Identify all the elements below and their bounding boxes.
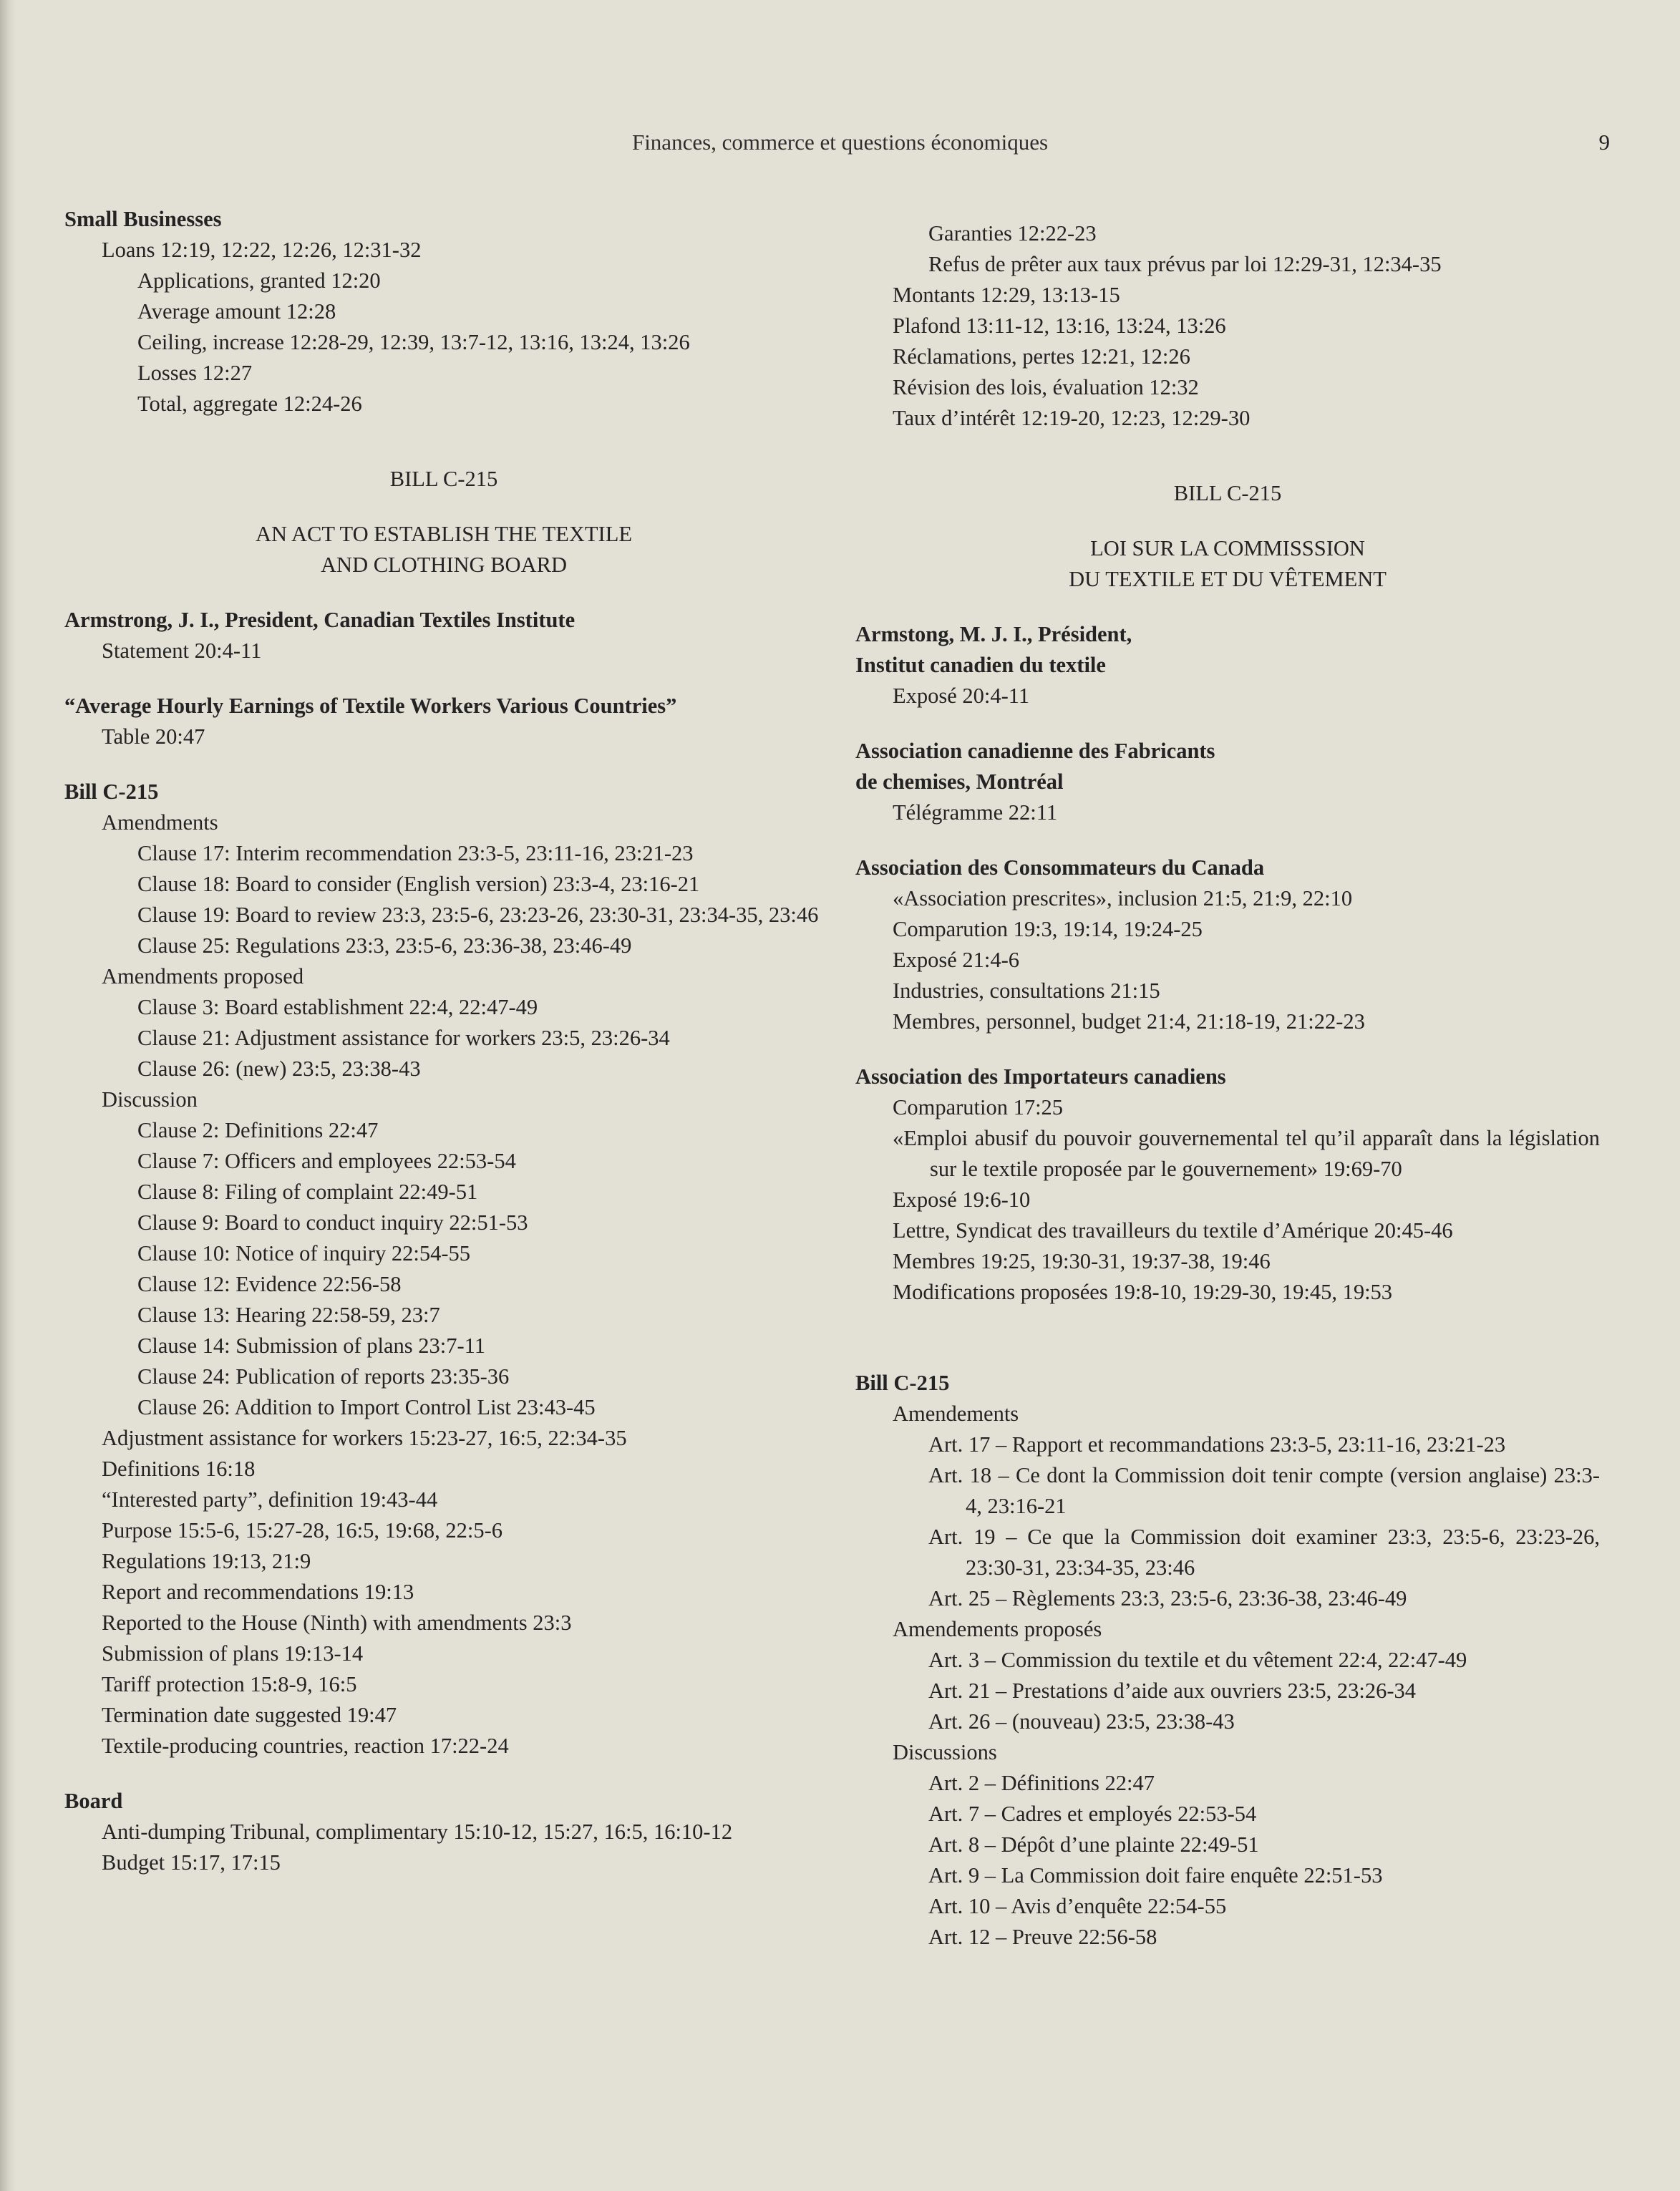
index-subsubentry: Clause 10: Notice of inquiry 22:54-55 — [137, 1241, 471, 1265]
index-subentry: Loans 12:19, 12:22, 12:26, 12:31-32 — [102, 238, 422, 262]
spacer — [64, 752, 823, 777]
index-subentry: Adjustment assistance for workers 15:23-27, 16:5, 22:34-35 — [102, 1426, 627, 1450]
index-subsubentry: Ceiling, increase 12:28-29, 12:39, 13:7-12, 13:16, 13:24, 13:26 — [137, 330, 690, 354]
index-subsubentry: Clause 26: (new) 23:5, 23:38-43 — [137, 1056, 421, 1081]
index-subentry: Membres, personnel, budget 21:4, 21:18-19, 21:22-23 — [893, 1009, 1365, 1034]
spacer — [64, 419, 823, 464]
index-subentry: Budget 15:17, 17:15 — [102, 1850, 281, 1875]
spacer — [64, 666, 823, 691]
index-subsubentry: Applications, granted 12:20 — [137, 268, 381, 293]
spacer — [855, 509, 1600, 533]
index-subentry: Réclamations, pertes 12:21, 12:26 — [893, 344, 1190, 369]
index-subentry: Industries, consultations 21:15 — [893, 978, 1160, 1003]
index-subsubentry: Art. 10 – Avis d’enquête 22:54-55 — [928, 1894, 1227, 1918]
index-subsubentry: Clause 17: Interim recommendation 23:3-5, 23:11-16, 23:21-23 — [137, 841, 694, 865]
spacer — [64, 1762, 823, 1786]
index-subsubentry: Refus de prêter aux taux prévus par loi 12:29-31, 12:34-35 — [928, 252, 1442, 276]
spacer — [64, 580, 823, 605]
index-subentry: Anti-dumping Tribunal, complimentary 15:10-12, 15:27, 16:5, 16:10-12 — [102, 1820, 733, 1844]
index-subsubentry: Clause 21: Adjustment assistance for workers 23:5, 23:26-34 — [137, 1026, 670, 1050]
spacer — [855, 1308, 1600, 1352]
index-subentry: Statement 20:4-11 — [102, 638, 262, 663]
spacer — [855, 711, 1600, 736]
index-heading: Association des Consommateurs du Canada — [855, 855, 1265, 880]
index-subsubentry: Clause 13: Hearing 22:58-59, 23:7 — [137, 1303, 440, 1327]
index-subsubentry: Art. 3 – Commission du textile et du vêtement 22:4, 22:47-49 — [928, 1648, 1467, 1672]
spacer — [855, 1037, 1600, 1062]
index-subsubentry: Clause 7: Officers and employees 22:53-54 — [137, 1149, 516, 1173]
index-subsubentry: Art. 9 – La Commission doit faire enquête 22:51-53 — [928, 1863, 1383, 1888]
spacer — [855, 434, 1600, 478]
index-subsubentry: Art. 12 – Preuve 22:56-58 — [928, 1925, 1157, 1949]
index-subsubentry: Art. 19 – Ce que la Commission doit examiner 23:3, 23:5-6, 23:23-26, 23:30-31, 23:34-35, 23:46 — [928, 1525, 1600, 1580]
index-subentry: Discussions — [893, 1740, 997, 1764]
index-heading: Bill C-215 — [64, 779, 159, 804]
index-column-french — [855, 218, 1600, 1953]
index-subsubentry: Clause 9: Board to conduct inquiry 22:51-53 — [137, 1210, 528, 1235]
index-subsubentry: Clause 3: Board establishment 22:4, 22:47-49 — [137, 995, 538, 1019]
index-subsubentry: Clause 19: Board to review 23:3, 23:5-6, 23:23-26, 23:30-31, 23:34-35, 23:46 — [137, 903, 819, 927]
index-heading: Institut canadien du textile — [855, 653, 1106, 677]
index-subentry: Révision des lois, évaluation 12:32 — [893, 375, 1199, 399]
index-subsubentry: Clause 25: Regulations 23:3, 23:5-6, 23:36-38, 23:46-49 — [137, 933, 632, 958]
index-heading: Armstrong, J. I., President, Canadian Textiles Institute — [64, 608, 576, 632]
spacer — [64, 495, 823, 519]
index-subentry: Tariff protection 15:8-9, 16:5 — [102, 1672, 357, 1696]
index-subentry: Membres 19:25, 19:30-31, 19:37-38, 19:46 — [893, 1249, 1271, 1273]
index-subentry: Modifications proposées 19:8-10, 19:29-30, 19:45, 19:53 — [893, 1280, 1393, 1304]
index-subentry: Definitions 16:18 — [102, 1457, 256, 1481]
index-heading: “Average Hourly Earnings of Textile Workers Various Countries” — [64, 694, 677, 718]
page-number: 9 — [1598, 130, 1610, 155]
index-subentry: Amendments proposed — [102, 964, 304, 988]
index-heading: Association canadienne des Fabricants — [855, 739, 1215, 763]
index-subentry: Table 20:47 — [102, 724, 205, 749]
index-subentry: Reported to the House (Ninth) with amendments 23:3 — [102, 1611, 572, 1635]
index-subentry: «Emploi abusif du pouvoir gouvernemental tel qu’il apparaît dans la législation sur le textile proposée par le gouvernement» 19:69-70 — [893, 1126, 1600, 1181]
index-subsubentry: Art. 7 – Cadres et employés 22:53-54 — [928, 1802, 1257, 1826]
section-heading: BILL C-215 — [1173, 481, 1282, 505]
index-subsubentry: Art. 25 – Règlements 23:3, 23:5-6, 23:36-38, 23:46-49 — [928, 1586, 1407, 1611]
index-subentry: Comparution 19:3, 19:14, 19:24-25 — [893, 917, 1203, 941]
index-subsubentry: Clause 18: Board to consider (English version) 23:3-4, 23:16-21 — [137, 872, 700, 896]
index-subsubentry: Clause 8: Filing of complaint 22:49-51 — [137, 1180, 478, 1204]
index-subsubentry: Art. 8 – Dépôt d’une plainte 22:49-51 — [928, 1832, 1259, 1857]
index-subentry: Amendments — [102, 810, 218, 835]
index-subentry: «Association prescrites», inclusion 21:5, 21:9, 22:10 — [893, 886, 1353, 910]
index-subsubentry: Clause 26: Addition to Import Control List 23:43-45 — [137, 1395, 596, 1419]
index-subsubentry: Total, aggregate 12:24-26 — [137, 392, 362, 416]
spacer — [855, 1352, 1600, 1368]
index-subsubentry: Art. 17 – Rapport et recommandations 23:3-5, 23:11-16, 23:21-23 — [928, 1432, 1506, 1457]
index-subentry: Textile-producing countries, reaction 17:22-24 — [102, 1734, 509, 1758]
index-heading: Armstong, M. J. I., Président, — [855, 622, 1132, 646]
index-subentry: “Interested party”, definition 19:43-44 — [102, 1487, 438, 1512]
index-subsubentry: Clause 24: Publication of reports 23:35-36 — [137, 1364, 510, 1389]
index-column-english — [64, 204, 823, 1878]
index-subentry: Montants 12:29, 13:13-15 — [893, 283, 1120, 307]
index-heading: Association des Importateurs canadiens — [855, 1064, 1226, 1089]
section-heading: AN ACT TO ESTABLISH THE TEXTILE — [256, 522, 632, 546]
index-subentry: Report and recommendations 19:13 — [102, 1580, 414, 1604]
running-title: Finances, commerce et questions économiques — [631, 130, 1049, 155]
index-subentry: Termination date suggested 19:47 — [102, 1703, 397, 1727]
index-subsubentry: Art. 18 – Ce dont la Commission doit tenir compte (version anglaise) 23:3-4, 23:16-21 — [928, 1463, 1600, 1518]
index-subsubentry: Average amount 12:28 — [137, 299, 336, 324]
index-subsubentry: Art. 26 – (nouveau) 23:5, 23:38-43 — [928, 1709, 1235, 1734]
index-heading: Bill C-215 — [855, 1371, 950, 1395]
index-heading: Board — [64, 1789, 123, 1813]
index-heading: de chemises, Montréal — [855, 769, 1064, 794]
page-header — [0, 125, 1680, 160]
index-subsubentry: Art. 2 – Définitions 22:47 — [928, 1771, 1155, 1795]
index-subsubentry: Clause 2: Definitions 22:47 — [137, 1118, 379, 1142]
index-heading: Small Businesses — [64, 207, 222, 231]
index-subsubentry: Losses 12:27 — [137, 361, 253, 385]
index-subentry: Regulations 19:13, 21:9 — [102, 1549, 311, 1573]
index-subentry: Exposé 20:4-11 — [893, 684, 1030, 708]
spacer — [855, 595, 1600, 619]
spacer — [855, 828, 1600, 852]
index-subentry: Télégramme 22:11 — [893, 800, 1058, 825]
index-subsubentry: Clause 14: Submission of plans 23:7-11 — [137, 1333, 486, 1358]
index-subentry: Comparution 17:25 — [893, 1095, 1064, 1119]
index-subentry: Purpose 15:5-6, 15:27-28, 16:5, 19:68, 22:5-6 — [102, 1518, 502, 1543]
index-subentry: Submission of plans 19:13-14 — [102, 1641, 364, 1666]
section-heading: AND CLOTHING BOARD — [321, 553, 567, 577]
index-subentry: Amendements proposés — [893, 1617, 1102, 1641]
index-subsubentry: Art. 21 – Prestations d’aide aux ouvriers 23:5, 23:26-34 — [928, 1679, 1417, 1703]
index-subentry: Exposé 21:4-6 — [893, 948, 1020, 972]
section-heading: LOI SUR LA COMMISSSION — [1090, 536, 1365, 560]
index-subsubentry: Clause 12: Evidence 22:56-58 — [137, 1272, 402, 1296]
index-subsubentry: Garanties 12:22-23 — [928, 221, 1097, 246]
section-heading: BILL C-215 — [389, 467, 498, 491]
index-subentry: Exposé 19:6-10 — [893, 1187, 1031, 1212]
page-spine-shadow — [0, 0, 16, 2191]
index-subentry: Lettre, Syndicat des travailleurs du textile d’Amérique 20:45-46 — [893, 1218, 1453, 1243]
index-subentry: Discussion — [102, 1087, 198, 1112]
index-subentry: Amendements — [893, 1401, 1019, 1426]
section-heading: DU TEXTILE ET DU VÊTEMENT — [1069, 567, 1387, 591]
index-subentry: Plafond 13:11-12, 13:16, 13:24, 13:26 — [893, 314, 1226, 338]
index-subentry: Taux d’intérêt 12:19-20, 12:23, 12:29-30 — [893, 406, 1251, 430]
